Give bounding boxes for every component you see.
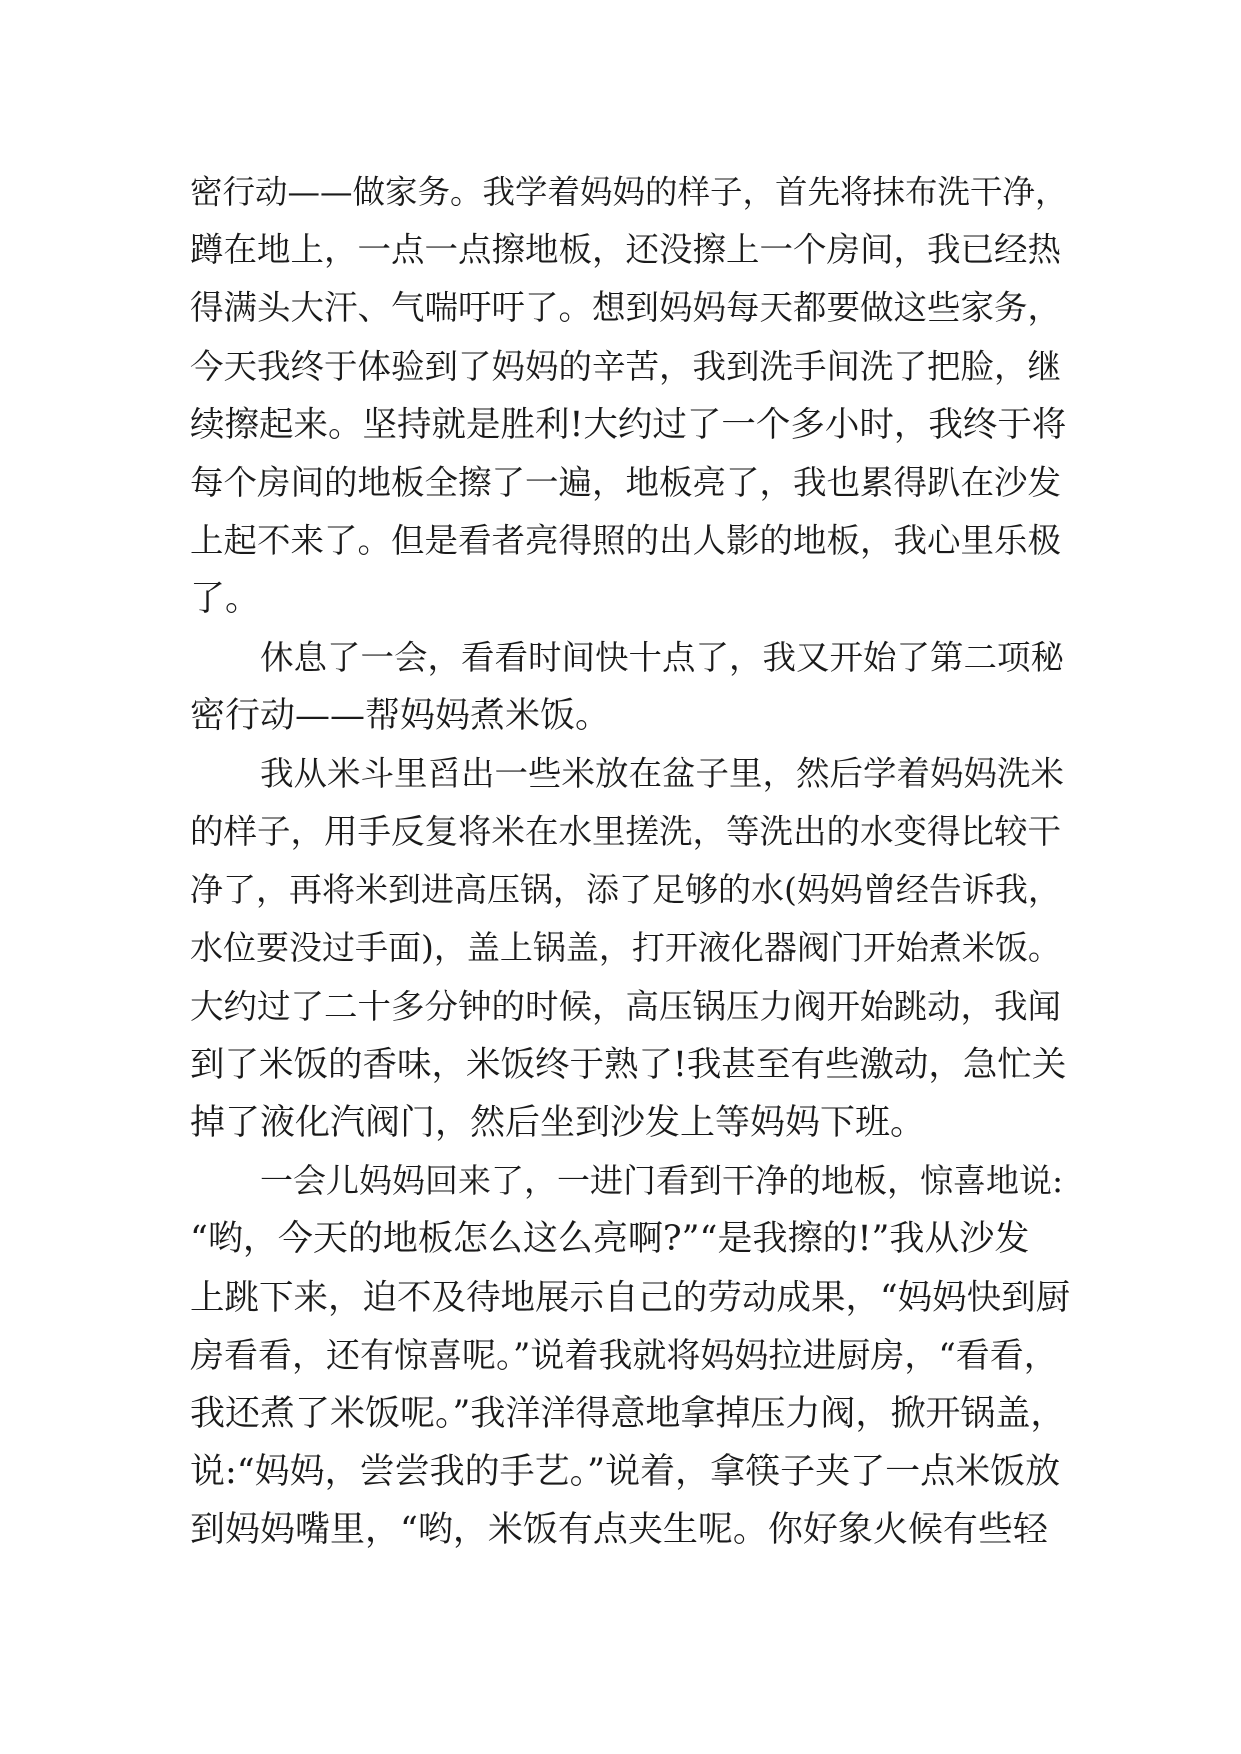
paragraph-first-line: 休息了一会，看看时间快十点了，我又开始了第二项秘 (260, 637, 1064, 677)
text-line: 净了，再将米到进高压锅，添了足够的水(妈妈曾经告诉我， (190, 870, 1061, 910)
text-line: 上跳下来，迫不及待地展示自己的劳动成果，“妈妈快到厨 (190, 1277, 1071, 1318)
text-line: 每个房间的地板全擦了一遍，地板亮了，我也累得趴在沙发 (190, 462, 1061, 502)
text-line: 到妈妈嘴里，“哟，米饭有点夹生呢。你好象火候有些轻 (190, 1510, 1048, 1551)
text-line: 得满头大汗、气喘吁吁了。想到妈妈每天都要做这些家务， (190, 288, 1061, 328)
paragraph-first-line: 一会儿妈妈回来了，一进门看到干净的地板，惊喜地说: (260, 1161, 1064, 1201)
text-line: 续擦起来。坚持就是胜利!大约过了一个多小时，我终于将 (190, 404, 1067, 445)
text-line: 房看看，还有惊喜呢。”说着我就将妈妈拉进厨房，“看看， (190, 1335, 1058, 1376)
text-line: 水位要没过手面)，盖上锅盖，打开液化器阀门开始煮米饭。 (190, 928, 1061, 968)
text-line: 大约过了二十多分钟的时候，高压锅压力阀开始跳动，我闻 (190, 986, 1061, 1026)
text-line: 了。 (190, 579, 261, 620)
text-line: 密行动——帮妈妈煮米饭。 (190, 695, 611, 736)
text-line: 掉了液化汽阀门，然后坐到沙发上等妈妈下班。 (190, 1103, 926, 1143)
text-line: 我还煮了米饭呢。”我洋洋得意地拿掉压力阀，掀开锅盖， (190, 1393, 1066, 1434)
text-line: 说:“妈妈，尝尝我的手艺。”说着，拿筷子夹了一点米饭放 (190, 1452, 1061, 1493)
text-line: “哟，今天的地板怎么这么亮啊?”“是我擦的!”我从沙发 (190, 1219, 1030, 1260)
text-line: 密行动——做家务。我学着妈妈的样子，首先将抹布洗干净， (190, 173, 1068, 211)
body-text (190, 163, 1070, 1560)
text-line: 的样子，用手反复将米在水里搓洗，等洗出的水变得比较干 (190, 812, 1061, 852)
text-line: 到了米饭的香味，米饭终于熟了!我甚至有些激动，急忙关 (190, 1044, 1067, 1085)
text-line: 蹲在地上，一点一点擦地板，还没擦上一个房间，我已经热 (190, 230, 1061, 270)
text-line: 今天我终于体验到了妈妈的辛苦，我到洗手间洗了把脸，继 (190, 346, 1061, 386)
text-line: 上起不来了。但是看者亮得照的出人影的地板，我心里乐极 (190, 521, 1061, 561)
paragraph-first-line: 我从米斗里舀出一些米放在盆子里，然后学着妈妈洗米 (260, 753, 1064, 793)
